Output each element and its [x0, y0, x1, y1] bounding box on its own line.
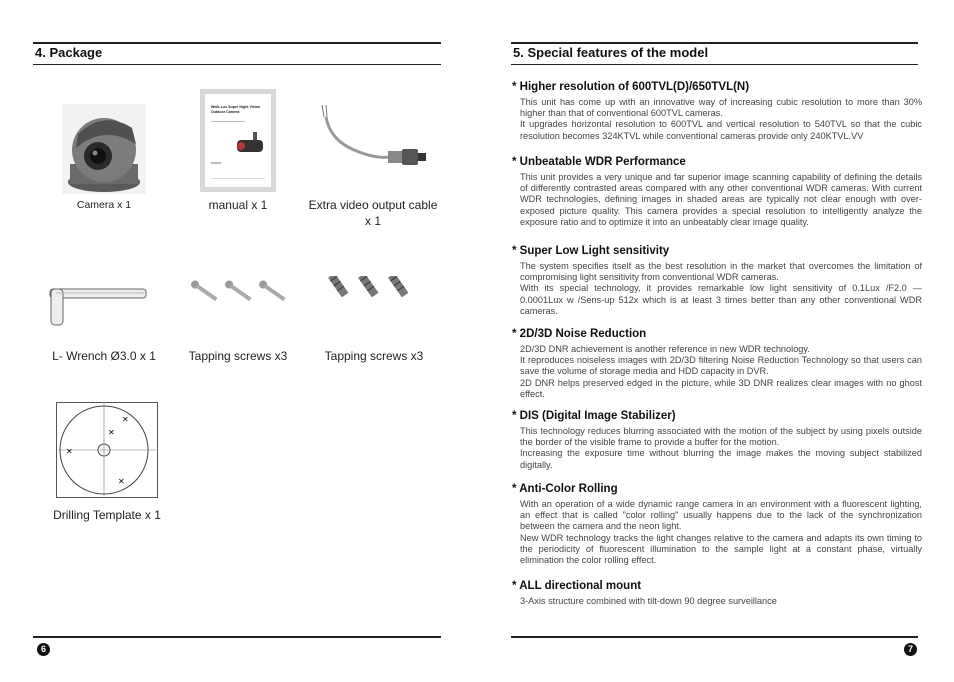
feature-title: * Higher resolution of 600TVL(D)/650TVL(N)	[512, 81, 750, 93]
header-rule-bottom	[33, 64, 441, 65]
feature-body: This technology reduces blurring associated with the motion of the subject by using pixels outside the border of the visible frame to provide a buffer for the motion. Increasing the exposure time without blurring the image makes the moving subject stabilized digitally.	[520, 426, 922, 470]
feature-dis	[512, 410, 922, 471]
feature-title: * Anti-Color Rolling	[512, 483, 618, 495]
screw-anchors-image	[328, 276, 418, 310]
feature-title: * Unbeatable WDR Performance	[512, 156, 686, 168]
right-page	[477, 0, 954, 682]
header-rule-bottom	[511, 64, 918, 65]
feature-title: * ALL directional mount	[512, 580, 642, 592]
section-title-features: 5. Special features of the model	[513, 45, 709, 60]
feature-higher-resolution	[512, 81, 922, 142]
feature-title: * Super Low Light sensitivity	[512, 245, 670, 257]
feature-title: * 2D/3D Noise Reduction	[512, 328, 647, 340]
l-wrench-image	[48, 285, 152, 329]
svg-text:✕: ✕	[122, 415, 129, 424]
header-rule-top	[33, 42, 441, 44]
page-number-left: 6	[37, 643, 50, 656]
drilling-template-image	[56, 402, 158, 498]
bullet-camera-illustration	[235, 130, 265, 158]
caption-l-wrench: L- Wrench Ø3.0 x 1	[52, 349, 156, 363]
feature-body: This unit has come up with an innovative way of increasing cubic resolution to more than 30% higher than that of conventional 600TVL cameras. It upgrades horizontal resolution to 600TVL and vertical resolution to 540TVL so that the cubic resolution becomes 324KTVL while conventional cameras provide only 240KTVL.VV	[520, 97, 922, 141]
section-title-package: 4. Package	[35, 45, 103, 60]
feature-wdr-performance	[512, 156, 922, 228]
feature-low-light	[512, 245, 922, 317]
caption-camera: Camera x 1	[76, 199, 132, 211]
caption-tapping-screws-2: Tapping screws x3	[324, 349, 424, 363]
feature-body: The system specifies itself as the best resolution in the market that overcomes the limitation of compromising light sensitivity from conventional WDR cameras. With its special technology, it provides remarkable low light sensitivity of 0.1Lux /F2.0 — 0.0001Lux w /Sens-up 512x which is at least 3 times better than any other conventional WDR cameras.	[520, 261, 922, 316]
caption-tapping-screws-1: Tapping screws x3	[188, 349, 288, 363]
feature-body: With an operation of a wide dynamic range camera in an environment with a fluorescent lighting, an effect that is called "color rolling" usually happens due to the lack of the synchronization between the camera and the neon light. New WDR technology tracks the light changes relative to the camera and adapts its own timing to the periodicity of fluorescent illumination to the sample light at a constant phase, virtually elimination the color rolling effect.	[520, 499, 922, 566]
caption-cable: Extra video output cable x 1	[308, 198, 438, 228]
caption-drilling-template: Drilling Template x 1	[53, 508, 161, 522]
svg-text:✕: ✕	[108, 428, 115, 437]
footer-rule	[511, 636, 918, 638]
manual-image	[200, 89, 276, 192]
feature-body: 3-Axis structure combined with tilt-down 90 degree surveillance	[520, 596, 777, 606]
manual-cover-title: Wide-Lux Super Night Vision Outdoor Camera	[211, 105, 261, 114]
header-rule-top	[511, 42, 918, 44]
feature-body: This unit provides a very unique and far superior image scanning capability of defining the details of differently contrasted areas compared with any other conventional WDR cameras. With current WDR technologies, defining images in shaded areas are typically not clear enough with over-exposed picture quality. This camera provides a special resolution to intelligently analyze the exposure ratio and to optimize it into an unbeatably clear image quality.	[520, 172, 922, 227]
svg-text:✕: ✕	[118, 477, 125, 486]
dome-camera-image	[62, 104, 146, 194]
feature-title: * DIS (Digital Image Stabilizer)	[512, 410, 676, 422]
video-cable-image	[316, 103, 428, 169]
feature-directional-mount	[512, 580, 922, 607]
footer-rule	[33, 636, 441, 638]
tapping-screws-image	[188, 280, 288, 314]
caption-manual: manual x 1	[208, 198, 268, 212]
feature-anti-color-rolling	[512, 483, 922, 566]
page-number-right: 7	[904, 643, 917, 656]
feature-noise-reduction	[512, 328, 922, 400]
svg-text:✕: ✕	[66, 447, 73, 456]
feature-body: 2D/3D DNR achievement is another reference in new WDR technology. It reproduces noiseless images with 2D/3D filtering Noise Reduction Technology so that users can save the volume of storage media and HDD capacity in DVR. 2D DNR helps preserved edged in the picture, while 3D DNR realizes clear images with no ghost effect.	[520, 344, 922, 399]
